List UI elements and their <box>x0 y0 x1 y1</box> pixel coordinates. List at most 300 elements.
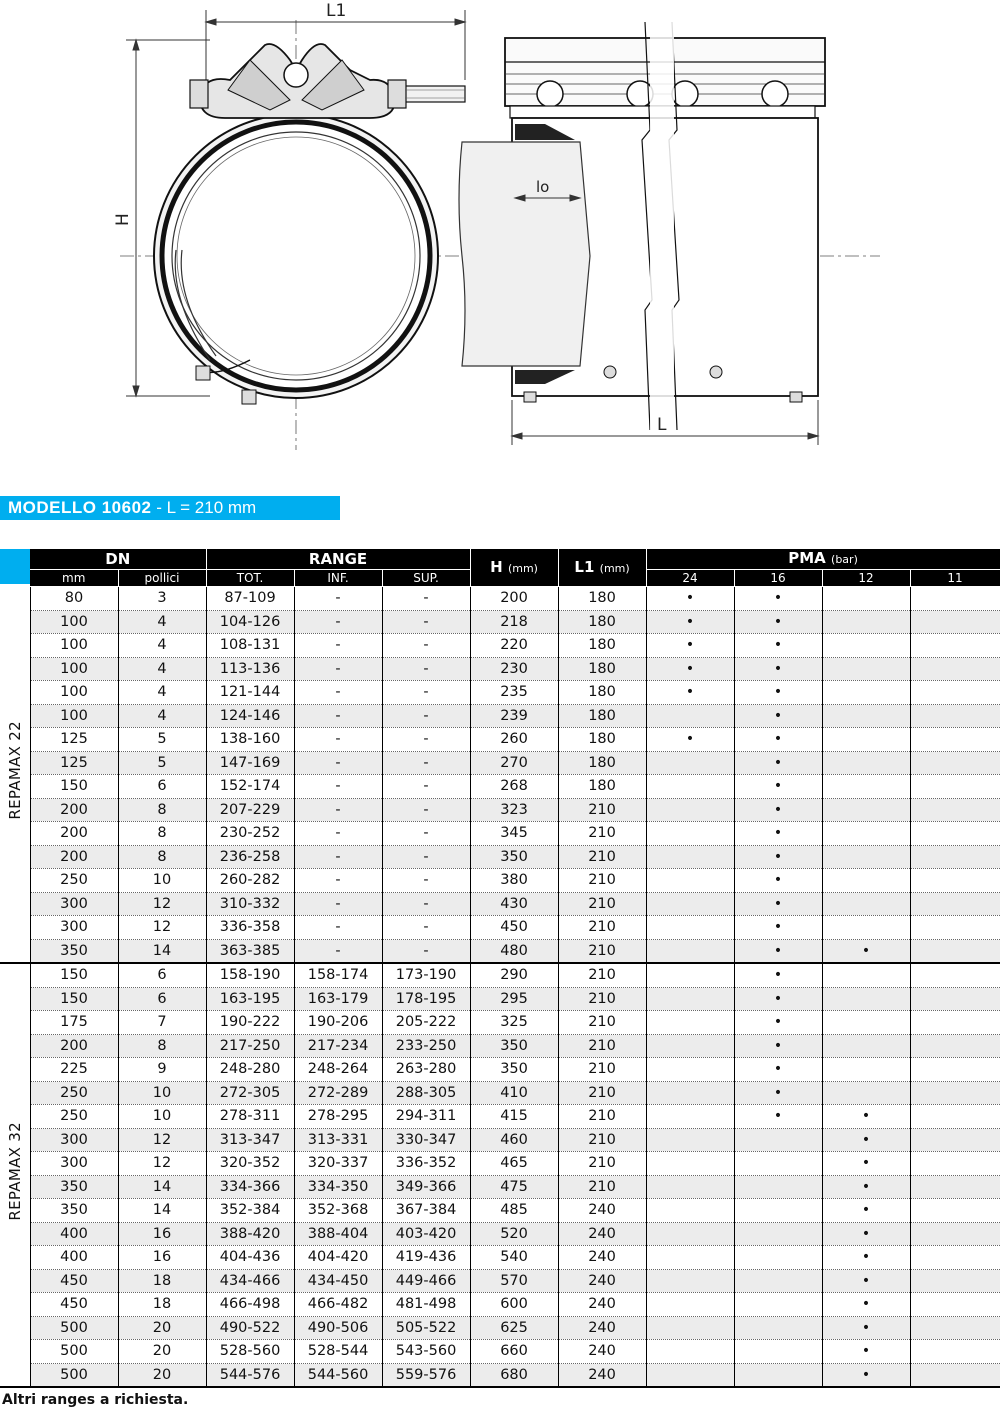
table-cell: - <box>382 704 470 728</box>
table-cell: 240 <box>558 1246 646 1270</box>
table-cell: 334-366 <box>206 1175 294 1199</box>
table-row <box>0 728 1000 752</box>
header-pollici: pollici <box>118 570 206 587</box>
table-cell: 180 <box>558 657 646 681</box>
table-cell <box>646 1340 734 1364</box>
table-cell: 388-404 <box>294 1222 382 1246</box>
table-cell: 235 <box>470 681 558 705</box>
table-cell: 218 <box>470 610 558 634</box>
table-cell: 240 <box>558 1269 646 1293</box>
table-cell: 320-337 <box>294 1152 382 1176</box>
table-cell <box>910 1222 1000 1246</box>
table-cell <box>822 845 910 869</box>
h-label: H <box>113 213 133 226</box>
table-cell <box>646 775 734 799</box>
table-cell: - <box>294 916 382 940</box>
table-cell: 12 <box>118 1128 206 1152</box>
table-cell: 210 <box>558 1105 646 1129</box>
table-cell: 240 <box>558 1293 646 1317</box>
table-cell: 300 <box>30 916 118 940</box>
table-cell: 210 <box>558 1175 646 1199</box>
table-cell <box>734 1293 822 1317</box>
table-cell: 540 <box>470 1246 558 1270</box>
table-cell: 147-169 <box>206 751 294 775</box>
table-cell <box>910 1269 1000 1293</box>
table-cell <box>646 1269 734 1293</box>
table-cell: 544-560 <box>294 1363 382 1387</box>
table-cell: - <box>294 892 382 916</box>
table-cell: 236-258 <box>206 845 294 869</box>
table-cell <box>910 775 1000 799</box>
table-cell <box>646 1199 734 1223</box>
table-cell: 404-420 <box>294 1246 382 1270</box>
table-cell: • <box>822 1152 910 1176</box>
table-cell: 14 <box>118 1199 206 1223</box>
table-cell <box>910 634 1000 658</box>
table-cell: 660 <box>470 1340 558 1364</box>
table-cell: 300 <box>30 1128 118 1152</box>
table-cell: 434-466 <box>206 1269 294 1293</box>
table-cell: • <box>822 1199 910 1223</box>
table-cell: - <box>294 751 382 775</box>
table-cell: 334-350 <box>294 1175 382 1199</box>
table-cell <box>910 1152 1000 1176</box>
table-cell <box>646 1058 734 1082</box>
table-cell <box>910 1340 1000 1364</box>
table-row <box>0 845 1000 869</box>
table-cell: 200 <box>30 1034 118 1058</box>
table-cell: 100 <box>30 704 118 728</box>
table-cell <box>646 1246 734 1270</box>
table-cell: • <box>822 1293 910 1317</box>
table-cell: 12 <box>118 892 206 916</box>
table-cell <box>910 704 1000 728</box>
table-cell <box>910 798 1000 822</box>
table-cell: - <box>294 704 382 728</box>
table-cell: 388-420 <box>206 1222 294 1246</box>
table-cell <box>646 1128 734 1152</box>
table-cell <box>646 963 734 987</box>
table-row <box>0 1340 1000 1364</box>
table-cell <box>910 939 1000 963</box>
table-row <box>0 987 1000 1011</box>
table-cell: • <box>734 916 822 940</box>
table-cell: • <box>646 587 734 611</box>
table-cell: • <box>822 1128 910 1152</box>
table-cell: 16 <box>118 1222 206 1246</box>
table-cell <box>646 751 734 775</box>
table-cell: 313-331 <box>294 1128 382 1152</box>
table-cell <box>910 657 1000 681</box>
table-cell: 415 <box>470 1105 558 1129</box>
model-separator: - <box>151 498 167 517</box>
table-cell: • <box>822 1246 910 1270</box>
table-cell: 205-222 <box>382 1011 470 1035</box>
group-label <box>0 587 30 964</box>
table-cell: 220 <box>470 634 558 658</box>
table-cell: 8 <box>118 1034 206 1058</box>
table-cell: • <box>822 1222 910 1246</box>
table-cell: 113-136 <box>206 657 294 681</box>
table-cell: 410 <box>470 1081 558 1105</box>
table-cell: 270 <box>470 751 558 775</box>
table-cell <box>822 775 910 799</box>
table-cell <box>910 963 1000 987</box>
table-cell: 210 <box>558 1058 646 1082</box>
table-cell: 8 <box>118 845 206 869</box>
table-cell <box>646 939 734 963</box>
table-row <box>0 1199 1000 1223</box>
table-cell: 8 <box>118 798 206 822</box>
table-cell: 10 <box>118 1081 206 1105</box>
table-cell: - <box>382 610 470 634</box>
table-cell: 460 <box>470 1128 558 1152</box>
table-cell: 190-206 <box>294 1011 382 1035</box>
table-cell: - <box>294 634 382 658</box>
table-cell <box>646 1363 734 1387</box>
header-h <box>470 549 558 587</box>
table-cell: - <box>382 939 470 963</box>
table-cell: 20 <box>118 1340 206 1364</box>
table-cell: 20 <box>118 1363 206 1387</box>
header-pma-11: 11 <box>910 570 1000 587</box>
header-pma-24: 24 <box>646 570 734 587</box>
group-label <box>0 963 30 1387</box>
table-row <box>0 704 1000 728</box>
table-cell: 210 <box>558 1011 646 1035</box>
table-cell: 178-195 <box>382 987 470 1011</box>
spec-table-body <box>0 587 1000 1388</box>
table-cell <box>910 728 1000 752</box>
table-cell: 680 <box>470 1363 558 1387</box>
table-cell: 240 <box>558 1199 646 1223</box>
l-label: L <box>657 415 667 435</box>
table-cell: 300 <box>30 892 118 916</box>
table-cell: • <box>822 1340 910 1364</box>
table-cell: 288-305 <box>382 1081 470 1105</box>
header-range: RANGE <box>206 549 470 570</box>
table-cell <box>734 1340 822 1364</box>
table-cell: 313-347 <box>206 1128 294 1152</box>
table-cell <box>646 704 734 728</box>
table-cell: • <box>734 704 822 728</box>
table-cell: 268 <box>470 775 558 799</box>
table-cell: 210 <box>558 798 646 822</box>
table-cell: 138-160 <box>206 728 294 752</box>
table-row <box>0 916 1000 940</box>
table-cell: • <box>734 751 822 775</box>
table-cell: 230 <box>470 657 558 681</box>
table-cell: - <box>382 775 470 799</box>
table-cell: 6 <box>118 775 206 799</box>
table-cell <box>734 1128 822 1152</box>
table-cell: • <box>734 869 822 893</box>
table-row <box>0 775 1000 799</box>
table-cell <box>910 1081 1000 1105</box>
table-cell: 180 <box>558 587 646 611</box>
table-cell: 158-190 <box>206 963 294 987</box>
table-cell: 400 <box>30 1222 118 1246</box>
table-cell: 200 <box>30 798 118 822</box>
table-cell: 336-352 <box>382 1152 470 1176</box>
table-cell: 465 <box>470 1152 558 1176</box>
table-cell: • <box>734 610 822 634</box>
table-cell: 528-544 <box>294 1340 382 1364</box>
table-cell: 210 <box>558 845 646 869</box>
table-cell <box>646 1293 734 1317</box>
table-cell: 150 <box>30 963 118 987</box>
table-cell: 248-264 <box>294 1058 382 1082</box>
table-cell: 158-174 <box>294 963 382 987</box>
table-cell: 225 <box>30 1058 118 1082</box>
table-cell <box>910 987 1000 1011</box>
table-cell <box>822 610 910 634</box>
table-cell: 260 <box>470 728 558 752</box>
table-cell: 323 <box>470 798 558 822</box>
table-cell: 350 <box>470 1058 558 1082</box>
table-row <box>0 657 1000 681</box>
table-cell: 200 <box>470 587 558 611</box>
table-cell: • <box>734 1011 822 1035</box>
table-cell: 336-358 <box>206 916 294 940</box>
table-cell: 233-250 <box>382 1034 470 1058</box>
table-cell: • <box>734 587 822 611</box>
table-row <box>0 1011 1000 1035</box>
header-l1-label: L1 <box>574 557 595 576</box>
table-cell: 150 <box>30 775 118 799</box>
table-cell: 528-560 <box>206 1340 294 1364</box>
table-cell: 500 <box>30 1340 118 1364</box>
table-row <box>0 1105 1000 1129</box>
header-l1 <box>558 549 646 587</box>
table-cell: - <box>382 916 470 940</box>
table-cell <box>822 634 910 658</box>
table-cell: - <box>382 751 470 775</box>
table-cell: 200 <box>30 845 118 869</box>
table-cell <box>646 1222 734 1246</box>
table-cell: 210 <box>558 987 646 1011</box>
l1-label: L1 <box>326 1 347 21</box>
table-cell: 150 <box>30 987 118 1011</box>
table-cell: 100 <box>30 610 118 634</box>
model-name: MODELLO 10602 <box>8 498 152 517</box>
table-cell: - <box>382 728 470 752</box>
table-cell: 352-368 <box>294 1199 382 1223</box>
table-cell: 163-195 <box>206 987 294 1011</box>
table-cell <box>822 963 910 987</box>
table-cell: • <box>734 963 822 987</box>
table-cell <box>822 869 910 893</box>
table-row <box>0 1363 1000 1387</box>
table-cell: 450 <box>30 1293 118 1317</box>
table-cell: 16 <box>118 1246 206 1270</box>
clamp-front-view <box>154 44 465 404</box>
table-row <box>0 1222 1000 1246</box>
table-cell: 403-420 <box>382 1222 470 1246</box>
table-cell: 124-146 <box>206 704 294 728</box>
table-row <box>0 1152 1000 1176</box>
table-cell: 7 <box>118 1011 206 1035</box>
table-cell: 485 <box>470 1199 558 1223</box>
table-cell: 152-174 <box>206 775 294 799</box>
table-cell: 217-234 <box>294 1034 382 1058</box>
table-cell: • <box>822 1316 910 1340</box>
table-row <box>0 1293 1000 1317</box>
table-cell: 3 <box>118 587 206 611</box>
table-cell: 210 <box>558 869 646 893</box>
table-cell: 5 <box>118 751 206 775</box>
table-cell <box>646 845 734 869</box>
table-cell <box>734 1246 822 1270</box>
table-cell: • <box>822 1269 910 1293</box>
table-cell: • <box>822 1363 910 1387</box>
table-cell: - <box>382 822 470 846</box>
table-cell: 163-179 <box>294 987 382 1011</box>
header-pma <box>646 549 1000 570</box>
table-cell: • <box>734 798 822 822</box>
table-cell: 9 <box>118 1058 206 1082</box>
table-cell: 210 <box>558 1152 646 1176</box>
table-cell: 419-436 <box>382 1246 470 1270</box>
table-cell: 350 <box>470 1034 558 1058</box>
table-cell: 4 <box>118 704 206 728</box>
table-cell: 180 <box>558 775 646 799</box>
table-cell: - <box>294 610 382 634</box>
table-cell: • <box>734 845 822 869</box>
table-cell: 108-131 <box>206 634 294 658</box>
table-cell: 240 <box>558 1340 646 1364</box>
table-cell: 239 <box>470 704 558 728</box>
table-cell: • <box>734 657 822 681</box>
table-cell: 404-436 <box>206 1246 294 1270</box>
table-cell <box>734 1363 822 1387</box>
table-cell <box>910 916 1000 940</box>
table-cell: • <box>734 681 822 705</box>
table-cell: 207-229 <box>206 798 294 822</box>
table-cell <box>822 1058 910 1082</box>
table-cell <box>910 1034 1000 1058</box>
table-cell: - <box>382 634 470 658</box>
table-cell: 543-560 <box>382 1340 470 1364</box>
header-mm: mm <box>30 570 118 587</box>
table-cell: 350 <box>470 845 558 869</box>
table-cell: 190-222 <box>206 1011 294 1035</box>
table-cell: - <box>382 892 470 916</box>
table-cell <box>910 681 1000 705</box>
table-cell: - <box>382 681 470 705</box>
table-cell: 8 <box>118 822 206 846</box>
table-cell <box>646 1011 734 1035</box>
table-row <box>0 1175 1000 1199</box>
table-cell: 559-576 <box>382 1363 470 1387</box>
table-cell: 5 <box>118 728 206 752</box>
table-cell: 505-522 <box>382 1316 470 1340</box>
table-cell: 175 <box>30 1011 118 1035</box>
table-cell: 481-498 <box>382 1293 470 1317</box>
table-cell: - <box>294 681 382 705</box>
header-dn: DN <box>30 549 206 570</box>
table-cell: 330-347 <box>382 1128 470 1152</box>
group-label-text: REPAMAX 32 <box>5 1122 24 1221</box>
table-cell: 294-311 <box>382 1105 470 1129</box>
table-cell: 20 <box>118 1316 206 1340</box>
header-h-unit: (mm) <box>507 561 538 575</box>
table-cell: 430 <box>470 892 558 916</box>
table-cell: 250 <box>30 1081 118 1105</box>
table-row <box>0 798 1000 822</box>
table-cell <box>910 1363 1000 1387</box>
table-cell: - <box>382 869 470 893</box>
table-cell: 210 <box>558 963 646 987</box>
table-cell: 180 <box>558 704 646 728</box>
table-cell <box>822 987 910 1011</box>
table-cell: • <box>646 728 734 752</box>
table-cell: - <box>294 939 382 963</box>
table-row <box>0 1128 1000 1152</box>
table-cell <box>646 869 734 893</box>
table-cell <box>910 1011 1000 1035</box>
group-label-text: REPAMAX 22 <box>5 721 24 821</box>
table-cell: - <box>294 657 382 681</box>
table-cell <box>822 822 910 846</box>
table-cell <box>822 1011 910 1035</box>
table-cell: 350 <box>30 939 118 963</box>
table-cell: 350 <box>30 1175 118 1199</box>
table-cell: 367-384 <box>382 1199 470 1223</box>
table-cell: 18 <box>118 1293 206 1317</box>
table-cell: 480 <box>470 939 558 963</box>
table-cell <box>646 1081 734 1105</box>
table-cell: 6 <box>118 987 206 1011</box>
table-cell: 210 <box>558 1034 646 1058</box>
table-cell <box>822 751 910 775</box>
header-pma-label: PMA <box>788 549 826 567</box>
header-pma-16: 16 <box>734 570 822 587</box>
table-cell: 349-366 <box>382 1175 470 1199</box>
table-row <box>0 610 1000 634</box>
table-cell: 466-498 <box>206 1293 294 1317</box>
table-cell: 490-506 <box>294 1316 382 1340</box>
table-cell <box>910 1293 1000 1317</box>
table-cell <box>910 869 1000 893</box>
table-cell: • <box>734 728 822 752</box>
table-row <box>0 634 1000 658</box>
table-cell: 600 <box>470 1293 558 1317</box>
table-cell: 180 <box>558 751 646 775</box>
table-cell: 12 <box>118 916 206 940</box>
table-cell <box>646 1175 734 1199</box>
table-cell: 125 <box>30 751 118 775</box>
table-cell <box>646 1152 734 1176</box>
table-cell <box>910 1316 1000 1340</box>
table-cell: 250 <box>30 869 118 893</box>
table-cell: 310-332 <box>206 892 294 916</box>
spec-table <box>0 549 1000 1388</box>
table-cell: • <box>734 987 822 1011</box>
table-cell: 10 <box>118 1105 206 1129</box>
table-cell <box>734 1199 822 1223</box>
table-cell: - <box>294 822 382 846</box>
table-cell <box>910 610 1000 634</box>
table-row <box>0 1081 1000 1105</box>
clamp-side-view <box>459 22 825 430</box>
table-cell: 475 <box>470 1175 558 1199</box>
table-cell: 217-250 <box>206 1034 294 1058</box>
footnote: Altri ranges a richiesta. <box>2 1392 189 1408</box>
table-cell: 240 <box>558 1363 646 1387</box>
table-cell: 180 <box>558 728 646 752</box>
table-cell: 272-305 <box>206 1081 294 1105</box>
